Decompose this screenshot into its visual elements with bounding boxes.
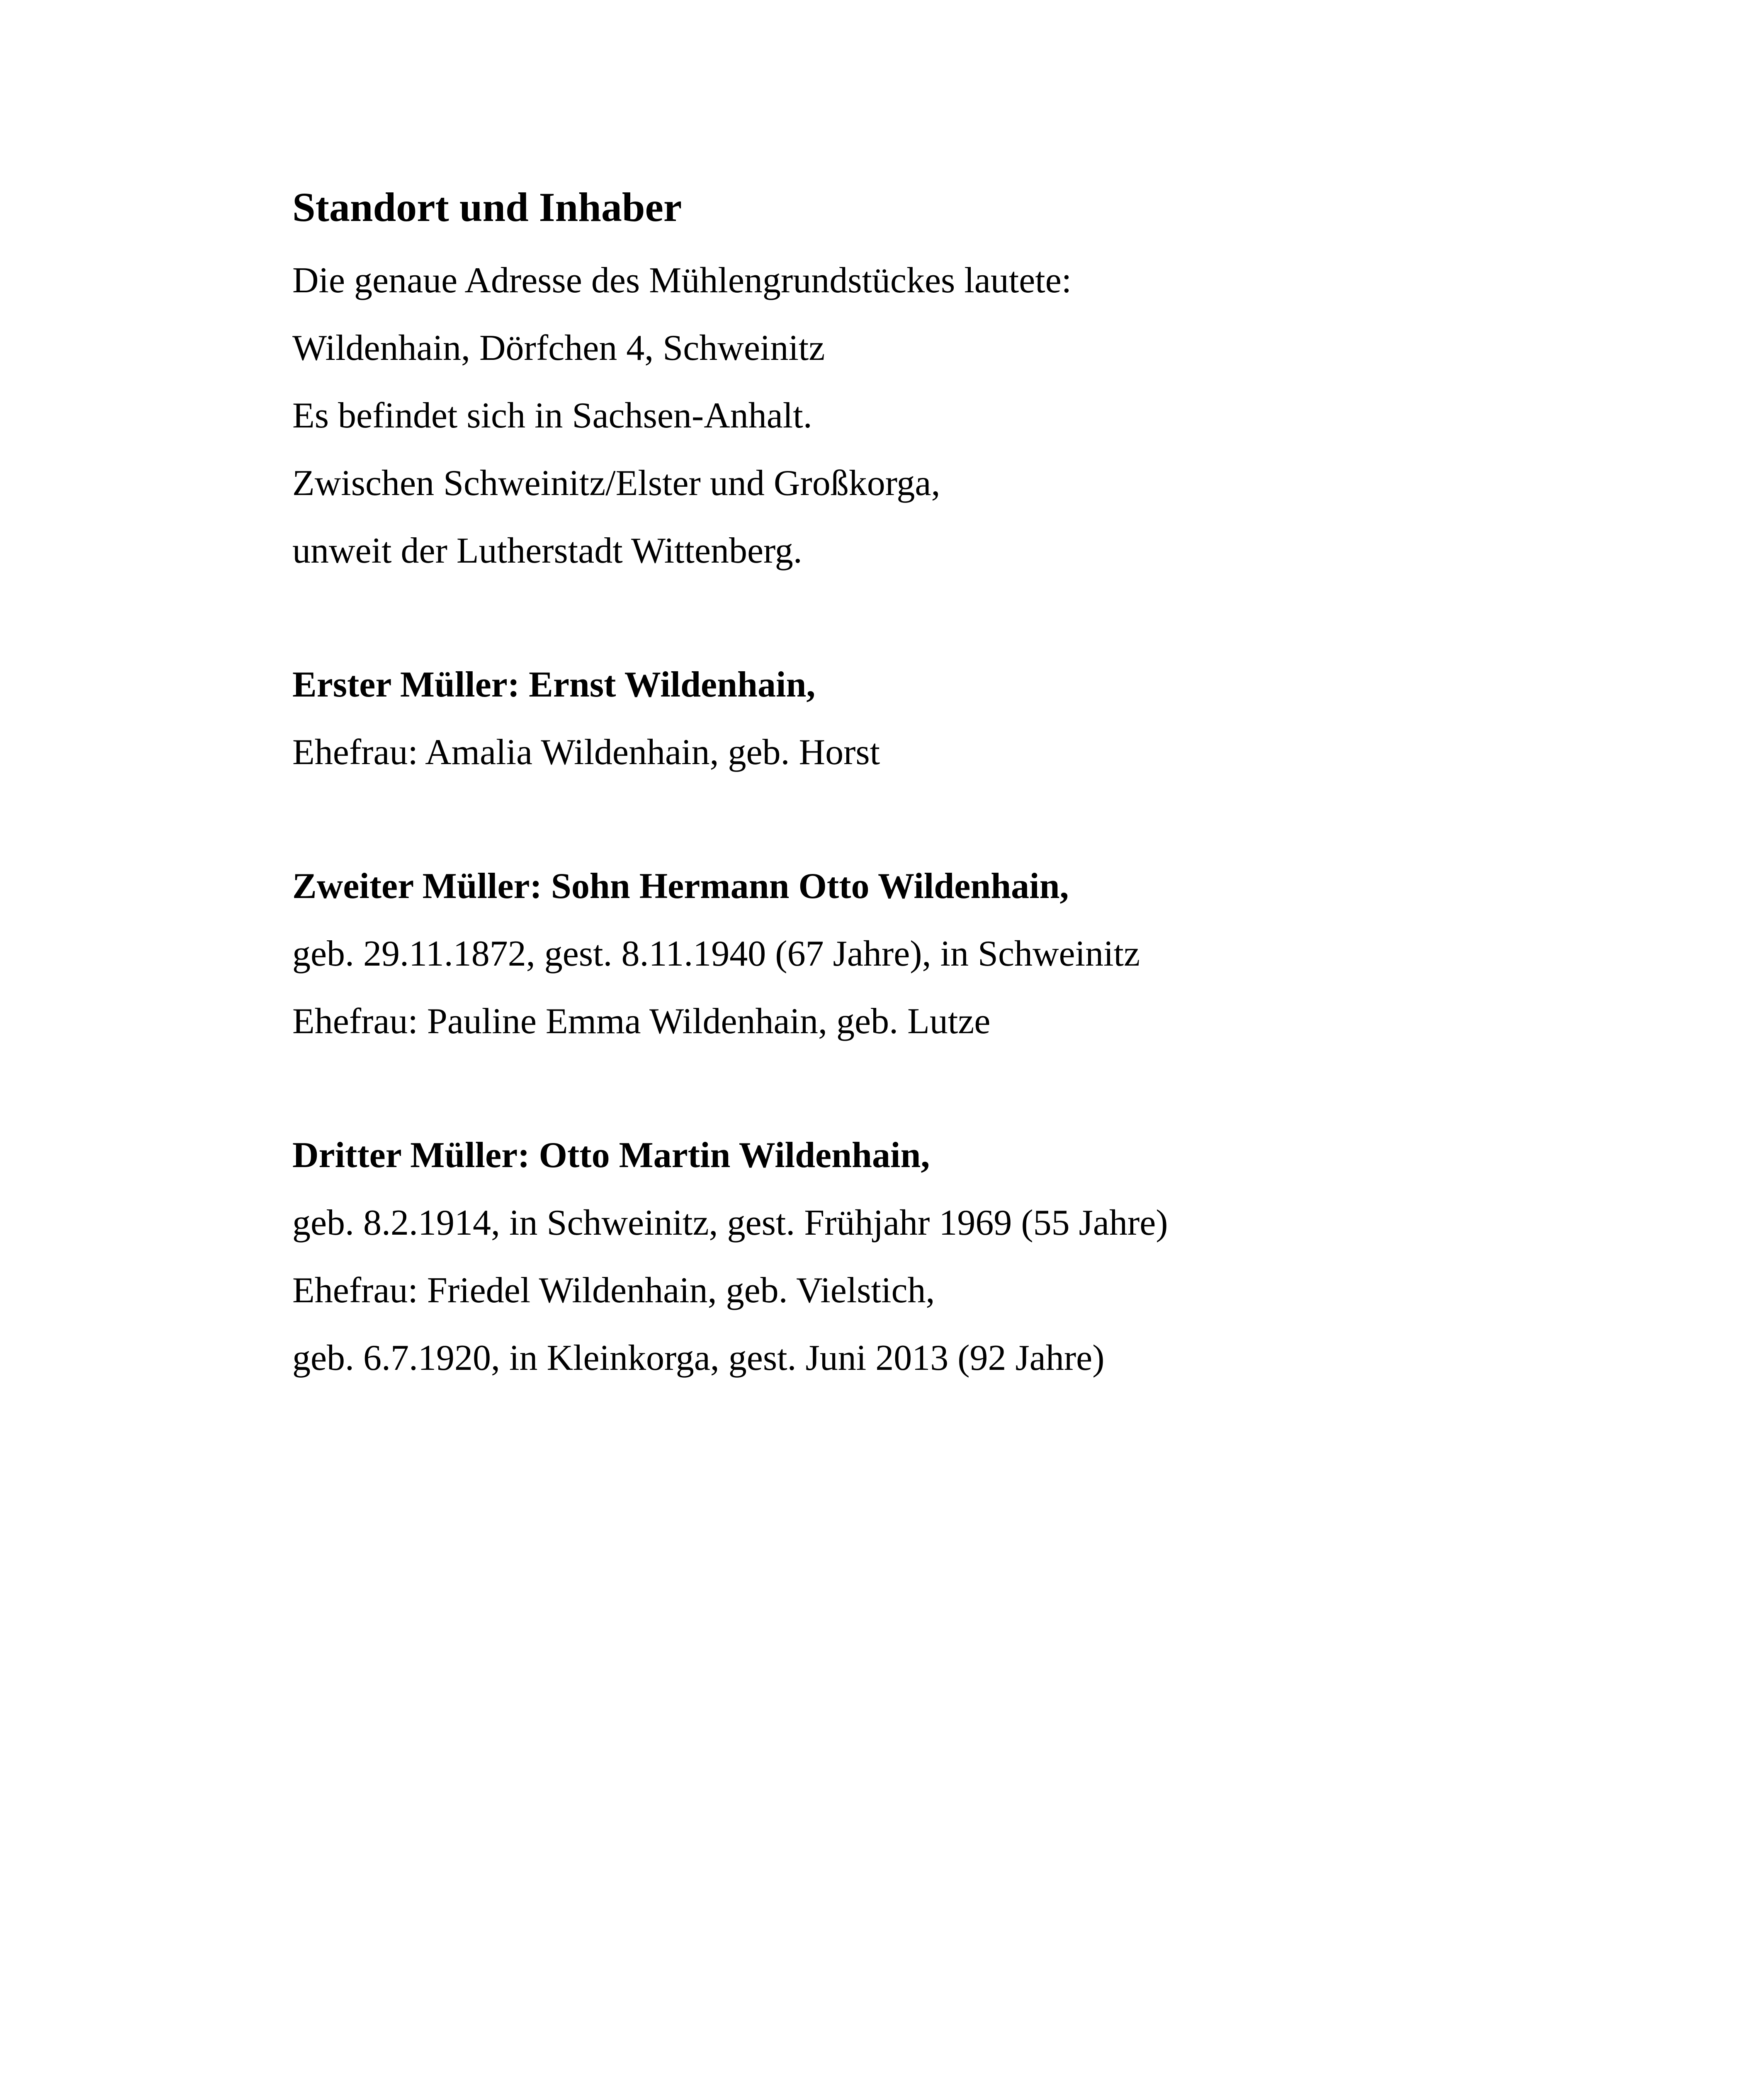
address-line: Wildenhain, Dörfchen 4, Schweinitz <box>292 328 825 368</box>
spacer <box>292 1055 1619 1121</box>
address-line: Die genaue Adresse des Mühlengrundstückes lautete: <box>292 260 1072 301</box>
page-content <box>292 176 1619 1392</box>
miller-entry-1 <box>292 651 1619 786</box>
miller-detail: geb. 6.7.1920, in Kleinkorga, gest. Juni 2013 (92 Jahre) <box>292 1338 1105 1378</box>
miller-detail: Ehefrau: Friedel Wildenhain, geb. Vielstich, <box>292 1270 935 1311</box>
miller-title: Dritter Müller: Otto Martin Wildenhain, <box>292 1135 930 1175</box>
spacer <box>292 585 1619 651</box>
miller-entry-3 <box>292 1121 1619 1392</box>
miller-detail: Ehefrau: Pauline Emma Wildenhain, geb. Lutze <box>292 1001 991 1041</box>
miller-detail: geb. 8.2.1914, in Schweinitz, gest. Frühjahr 1969 (55 Jahre) <box>292 1203 1168 1243</box>
address-line: Es befindet sich in Sachsen-Anhalt. <box>292 396 812 436</box>
miller-entry-2 <box>292 852 1619 1055</box>
address-line: Zwischen Schweinitz/Elster und Großkorga, <box>292 463 940 503</box>
address-block <box>292 247 1619 585</box>
miller-detail: Ehefrau: Amalia Wildenhain, geb. Horst <box>292 732 880 772</box>
miller-title: Zweiter Müller: Sohn Hermann Otto Wildenhain, <box>292 866 1069 906</box>
spacer <box>292 786 1619 852</box>
section-heading: Standort und Inhaber <box>292 184 682 230</box>
address-line: unweit der Lutherstadt Wittenberg. <box>292 531 802 571</box>
miller-detail: geb. 29.11.1872, gest. 8.11.1940 (67 Jahre), in Schweinitz <box>292 934 1140 974</box>
miller-title: Erster Müller: Ernst Wildenhain, <box>292 665 816 705</box>
